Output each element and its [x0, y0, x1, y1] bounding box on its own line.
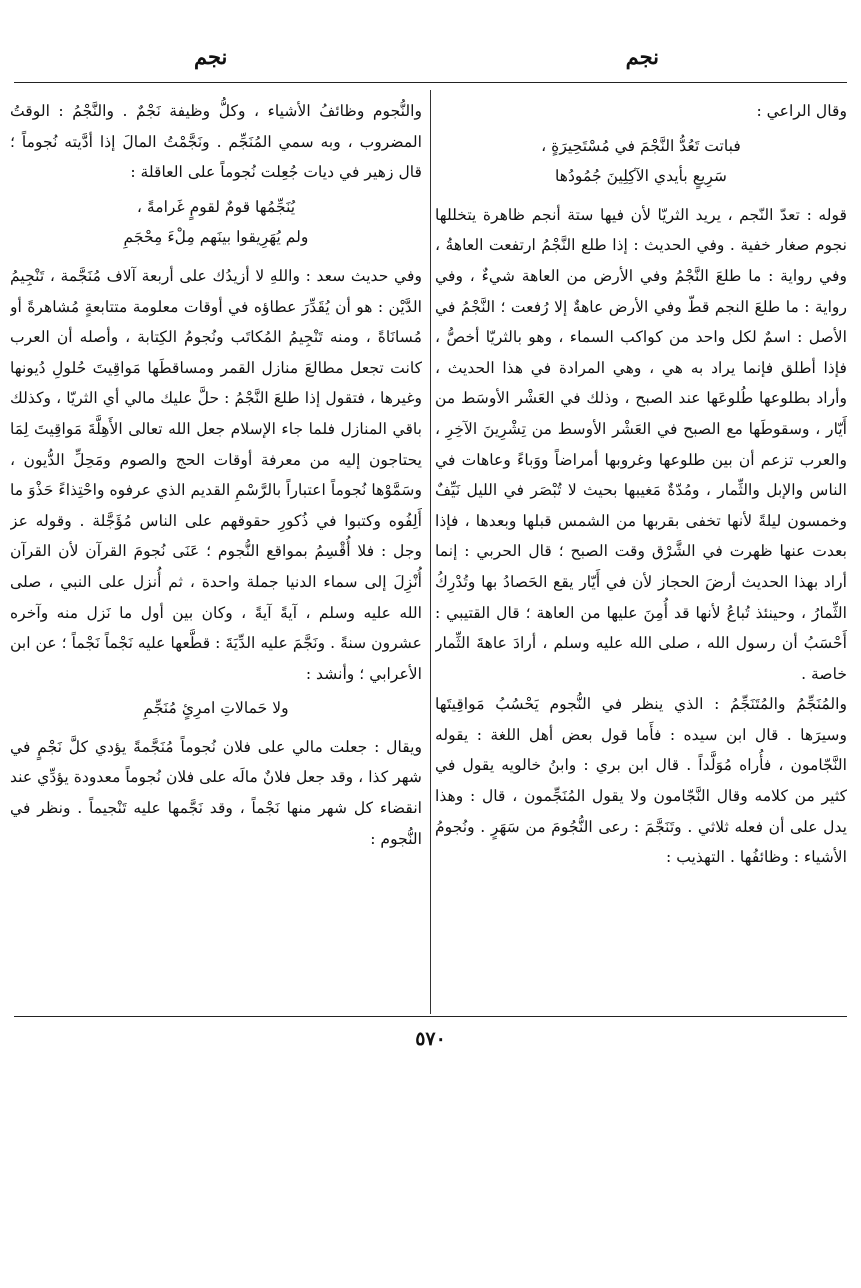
- left-verse-line-1: يُنَجِّمُها قومٌ لقومٍ غَرامةً ،: [136, 197, 296, 216]
- page-number: ٥٧٠: [415, 1028, 446, 1050]
- right-verse-line-2: سَرِيعٍ بأيدي الآكِلِينَ جُمُودُها: [554, 167, 728, 186]
- right-verse-block: [435, 131, 847, 192]
- left-verse-block-2: [10, 693, 422, 724]
- right-column: [435, 96, 847, 1016]
- left-verse-line-3: ولا حَمالاتِ امرِئٍ مُنَجِّمِ: [143, 699, 289, 718]
- right-paragraph-1: قوله : تعدّ النّجم ، يريد الثريّا لأن فيها ستة أنجم ظاهرة يتخللها نجوم صغار خفية . وفي الحديث : إذا طلع النَّجْمُ ارتفعت العاهةُ ، وفي رواية : ما طلعَ النَّجْمُ وفي الأرض من العاهة شيءٌ ، وفي رواية : ما طلعَ النجم قطّ وفي الأرض عاهةٌ إلا رُفعت ؛ النَّجْمُ في الأصل : اسمٌ لكل واحد من كواكب السماء ، وهو بالثريّا أخصُّ ، فإذا أطلق فإنما يراد به هي ، وهي المرادة في هذا الحديث ، وأراد بطلوعها طُلوعَها عند الصبح ، وذلك في العَشْر الأوسَط من أَيّار ، وسقوطَها مع الصبح في العَشْر الأوسط من تِشْرِينَ الآخِرِ ، والعرب تزعم أن بين طلوعها وغروبها أمراضاً ووَباءً وعاهات في الناس والإبل والثِّمار ، ومُدّةٌ مَغيبها بحيث لا تُبْصَر في الليل نَيِّفٌ وخمسون ليلةً لأنها تخفى بقربها من الشمس قبلها وبعدها ، فإذا بعدت عنها ظهرت في الشَّرْق وقت الصبح ؛ قال الحربي : إنما أراد بهذا الحديث أرضَ الحجاز لأن في أَيّار يقع الحَصادُ بها وتُدْرِكُ الثِّمارُ ، وحينئذ تُباعُ لأنها قد أُمِنَ عليها من العاهة ؛ قال القتيبي : أَحْسَبُ أن رسول الله ، صلى الله عليه وسلم ، أرادَ عاهةَ الثِّمار خاصة .: [435, 205, 847, 683]
- left-paragraph-1: والنُّجوم وظائفُ الأشياء ، وكلُّ وظيفة نَجْمٌ . والنَّجْمُ : الوقتُ المضروب ، وبه سمي المُنَجِّم . ونَجَّمْتُ المالَ إذا أدَّيته نُجوماً ؛ قال زهير في ديات جُعِلت نُجوماً على العاقلة :: [10, 102, 422, 182]
- header-left-headword: نجم: [194, 44, 228, 69]
- left-verse-line-2: ولم يُهَرِيقوا بينَهم مِلْءَ مِحْجَمِ: [123, 228, 309, 247]
- right-intro: وقال الراعي :: [756, 102, 847, 120]
- right-verse-line-1: فباتت تَعُدُّ النَّجْمَ في مُسْتَحِيرَةٍ ،: [541, 136, 741, 155]
- header-right-headword: نجم: [625, 44, 659, 69]
- left-paragraph-3: ويقال : جعلت مالي على فلان نُجوماً مُنَجَّمةً يؤدي كلَّ نَجْمٍ في شهر كذا ، وقد جعل فلانٌ مالَه على فلان نُجوماً معدودة يؤدِّي عند انقضاء كل شهر منها نَجْماً ، وقد نَجَّمها عليه تَنْجيماً . ونظر في النُّجوم :: [10, 737, 422, 848]
- footer-rule: [14, 1016, 847, 1017]
- left-verse-block-1: [10, 192, 422, 253]
- right-paragraph-2: والمُنَجِّمُ والمُتَنَجِّمُ : الذي ينظر في النُّجوم يَحْسُبُ مَواقِيتَها وسيرَها . قال ابن سيده : فأَما قول بعض أهل اللغة : يقوله النَّجّامون ، فأُراه مُوَلَّداً . قال ابن بري : وابنُ خالويه يقول في كثير من كلامه وقال النَّجّامون ولا يقول المُنَجِّمون ، قال : وهذا يدل على أن فعله ثلاثي . وتَنَجَّمَ : رعى النُّجُومَ من سَهَرٍ . ونُجومُ الأشياء : وظائفُها . التهذيب :: [435, 695, 847, 867]
- column-divider: [430, 90, 431, 1014]
- page-header: [14, 34, 847, 83]
- left-column: [10, 96, 422, 1016]
- left-paragraph-2: وفي حديث سعد : واللهِ لا أزيدُك على أربعة آلاف مُنَجَّمة ، تَنْجِيمُ الدَّيْن : هو أن يُقَدِّرَ عطاؤه في أوقات معلومة متتابعةٍ مُشاهرةً أو مُسانَاةً ، ومنه تَنْجِيمُ المُكاتَب ونُجومُ الكِتابة ، وأصله أن العرب كانت تجعل مطالعَ منازل القمر ومساقطَها مَواقِيتَ حُلولِ دُيونها وغيرها ، فتقول إذا طلعَ النَّجْمُ : حلَّ عليك مالي أي الثريّا ، وكذلك باقي المنازل فلما جاء الإسلام جعل الله تعالى الأَهِلَّةَ مَواقِيتَ لِمَا يحتاجون إليه من معرفة أوقات الحج والصوم ومَحِلِّ الدُّيون ، وسَمَّوْها نُجوماً اعتباراً بالرَّسْمِ القديم الذي عرفوه واحْتِذاءً حَذْوَ ما أَلِفُوه وكتبوا في ذُكورِ حقوقهم على الناس مُؤَجَّلة . وقوله عز وجل : فلا أُقْسِمُ بمواقع النُّجوم ؛ عَنَى نُجومَ القرآن لأن القرآن أُنْزِلَ إلى سماء الدنيا جملة واحدة ، ثم أُنزل على النبي ، صلى الله عليه وسلم ، آيةً آيةً ، وكان بين أول ما نَزل منه وآخره عشرون سنةً . ونَجَّمَ عليه الدِّيَةَ : قطَّعها عليه نَجْماً نَجْماً ؛ عن ابن الأعرابي ؛ وأنشد :: [10, 266, 422, 683]
